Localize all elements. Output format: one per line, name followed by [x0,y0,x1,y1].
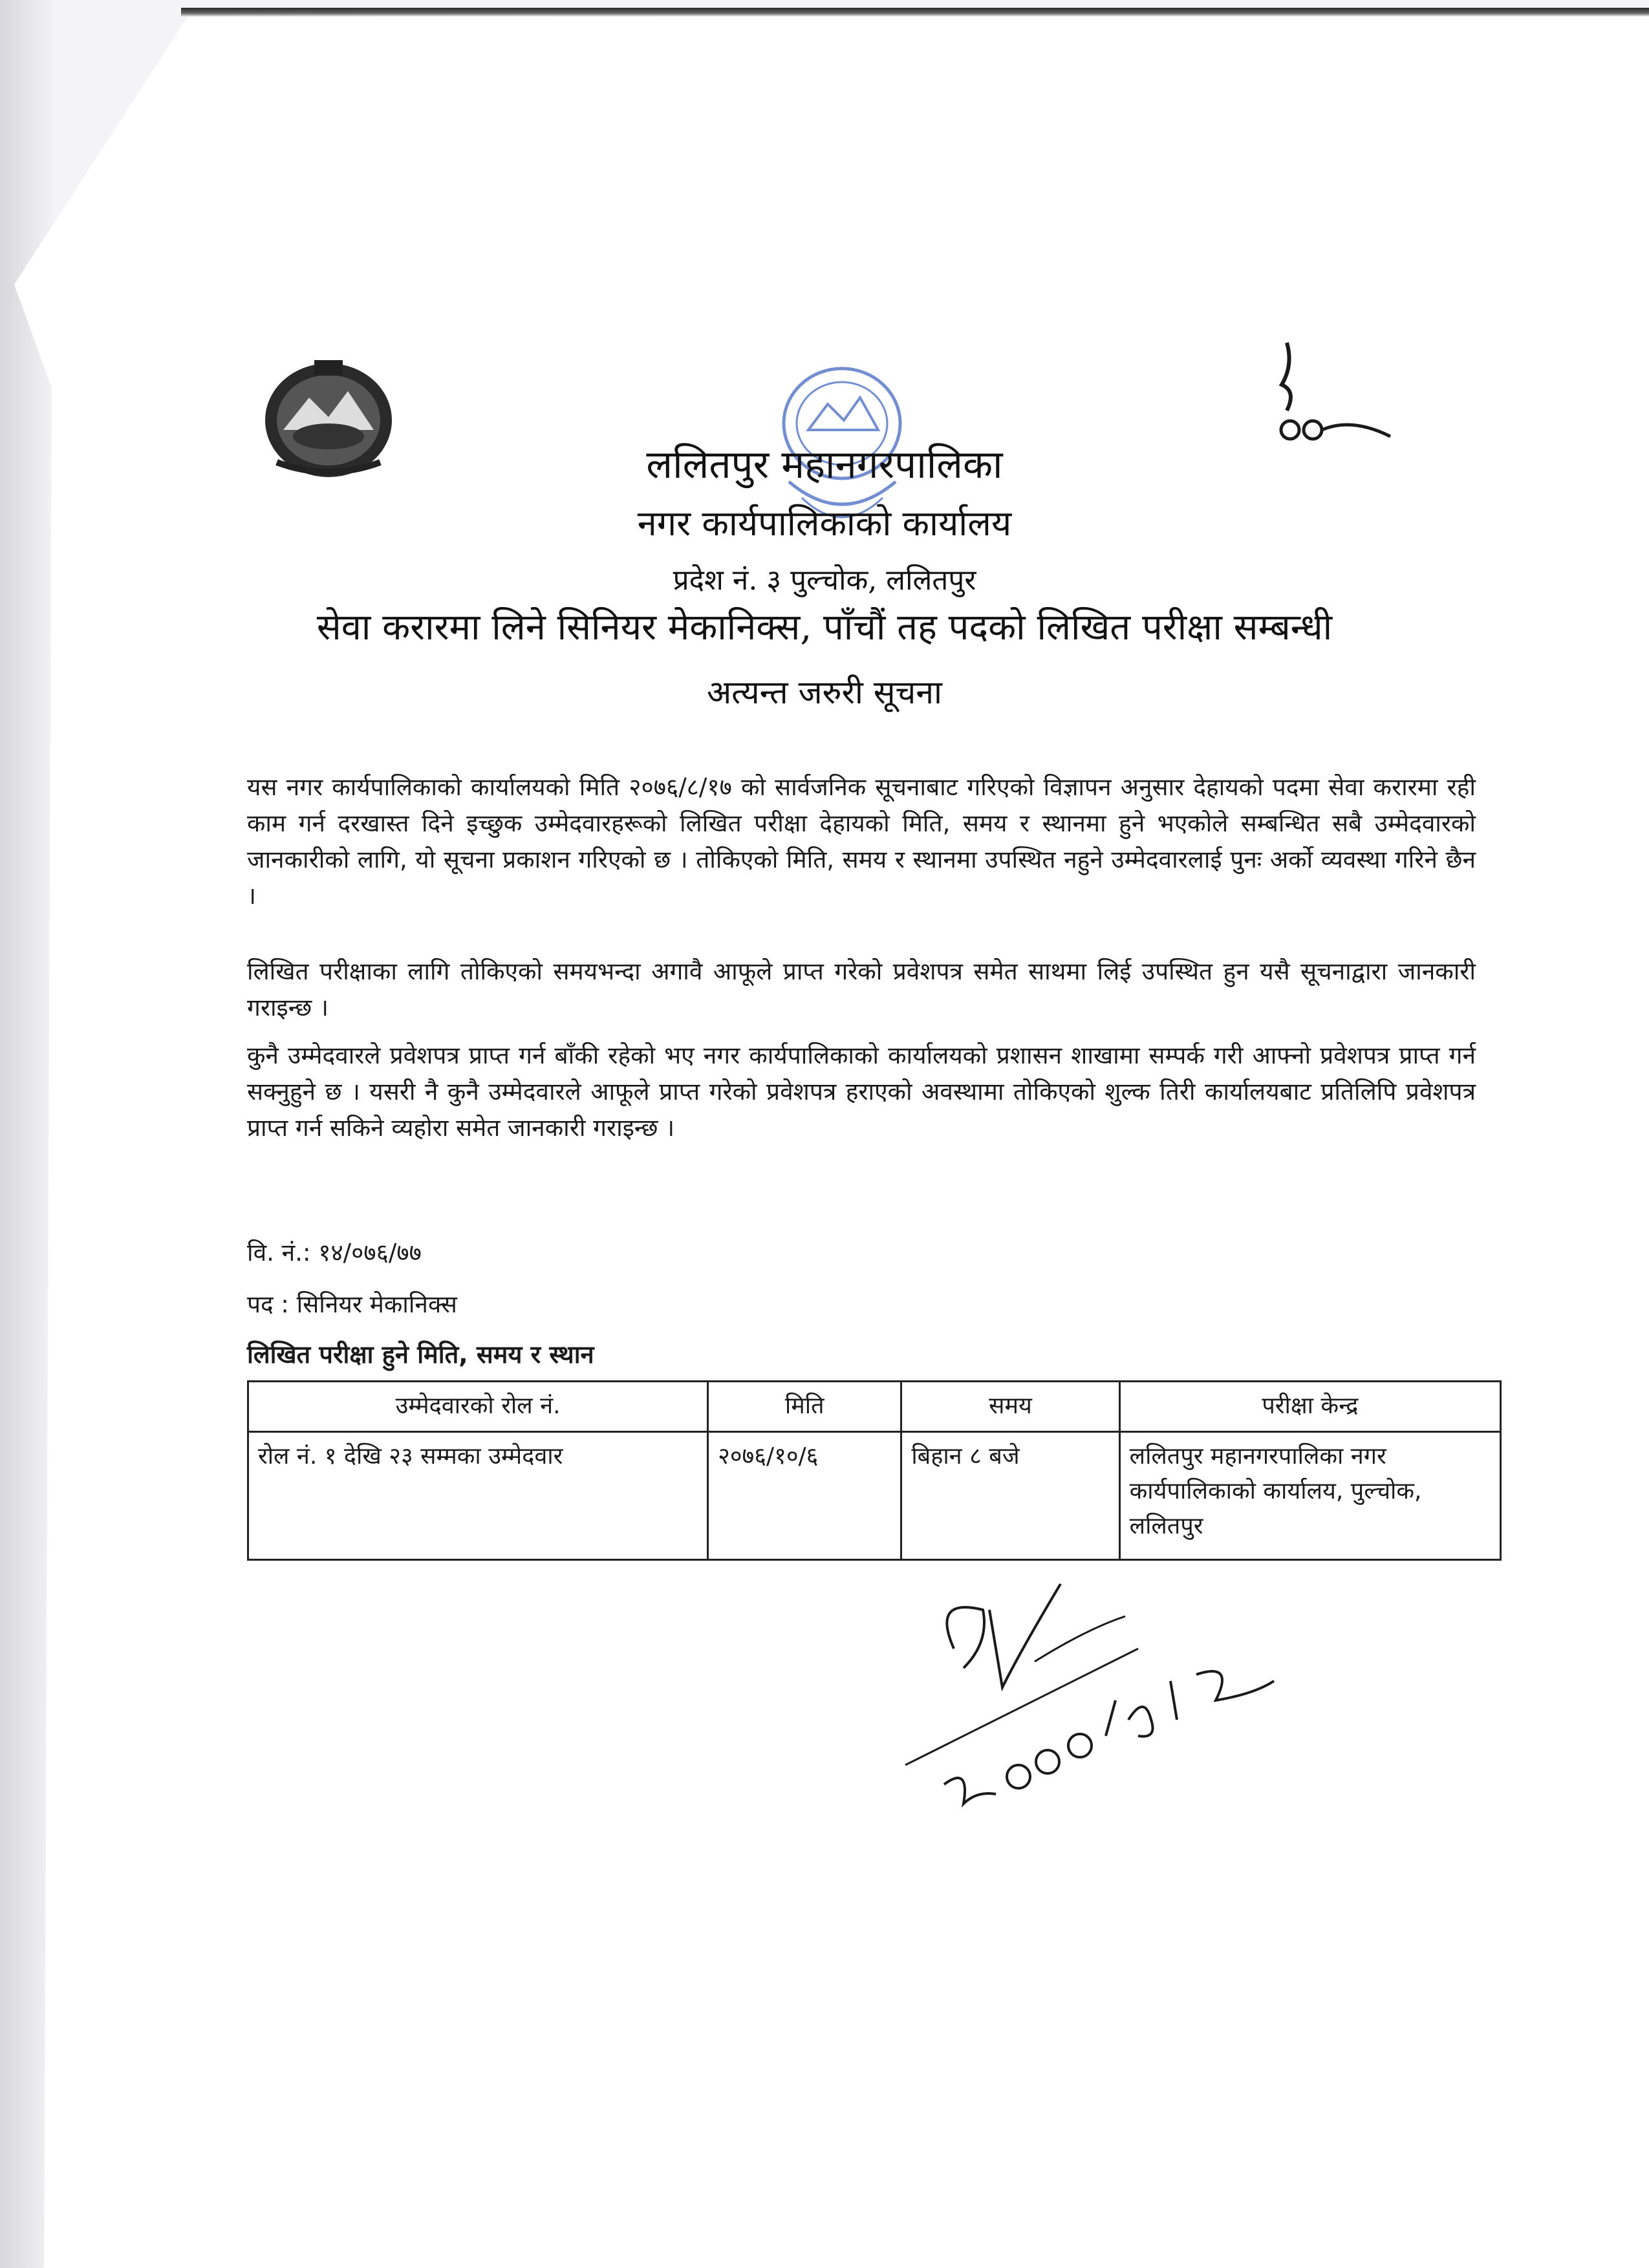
table-header-row [248,1382,1501,1432]
cell-time: बिहान ८ बजे [901,1432,1119,1560]
notice-paragraph-3: कुनै उम्मेदवारले प्रवेशपत्र प्राप्त गर्न बाँकी रहेको भए नगर कार्यपालिकाको कार्यालयको प्रशासन शाखामा सम्पर्क गरी आफ्नो प्रवेशपत्र प्राप्त गर्न सक्नुहुने छ । यसरी नै कुनै उम्मेदवारले आफूले प्राप्त गरेको प्रवेशपत्र हराएको अवस्थामा तोकिएको शुल्क तिरी कार्यालयबाट प्रतिलिपि प्रवेशपत्र प्राप्त गर्न सकिने व्यहोरा समेत जानकारी गराइन्छ । [247,1042,1476,1142]
notice-subject: सेवा करारमा लिने सिनियर मेकानिक्स, पाँचौं तह पदको लिखित परीक्षा सम्बन्धी [316,606,1333,648]
table-row [248,1432,1501,1560]
column-header-centre: परीक्षा केन्द्र [1119,1382,1500,1432]
scan-top-edge [181,8,1649,17]
office-name: ललितपुर महानगरपालिका [646,442,1003,487]
notice-paragraph-1: यस नगर कार्यपालिकाको कार्यालयको मिति २०७६/८/१७ को सार्वजनिक सूचनाबाट गरिएको विज्ञापन अनुसार देहायको पदमा सेवा करारमा रही काम गर्न दरखास्त दिने इच्छुक उम्मेदवारहरूको लिखित परीक्षा देहायको मिति, समय र स्थानमा हुने भएकोले सम्बन्धित सबै उम्मेदवारको जानकारीको लागि, यो सूचना प्रकाशन गरिएको छ । तोकिएको मिति, समय र स्थानमा उपस्थित नहुने उम्मेदवारलाई पुनः अर्को व्यवस्था गरिने छैन । [247,773,1476,910]
post-name: पद : सिनियर मेकानिक्स [247,1290,457,1318]
schedule-heading: लिखित परीक्षा हुने मिति, समय र स्थान [247,1340,594,1369]
cell-centre: ललितपुर महानगरपालिका नगर कार्यपालिकाको कार्यालय, पुल्चोक, ललितपुर [1119,1432,1500,1560]
advertisement-number: वि. नं.: १४/०७६/७७ [247,1239,422,1267]
office-address: प्रदेश नं. ३ पुल्चोक, ललितपुर [673,564,976,597]
column-header-roll: उम्मेदवारको रोल नं. [248,1382,708,1432]
handwritten-signature [892,1571,1280,1817]
cell-date: २०७६/१०/६ [708,1432,901,1560]
notice-paragraph-2: लिखित परीक्षाका लागि तोकिएको समयभन्दा अगावै आफूले प्राप्त गरेको प्रवेशपत्र समेत साथमा लिई उपस्थित हुन यसै सूचनाद्वारा जानकारी गराइन्छ । [247,957,1476,1022]
notice-title: अत्यन्त जरुरी सूचना [706,674,943,711]
cell-roll: रोल नं. १ देखि २३ सम्मका उम्मेदवार [248,1432,708,1560]
column-header-time: समय [901,1382,1119,1432]
executive-office-name: नगर कार्यपालिकाको कार्यालय [637,503,1012,544]
column-header-date: मिति [708,1382,901,1432]
exam-schedule-table [247,1380,1502,1561]
